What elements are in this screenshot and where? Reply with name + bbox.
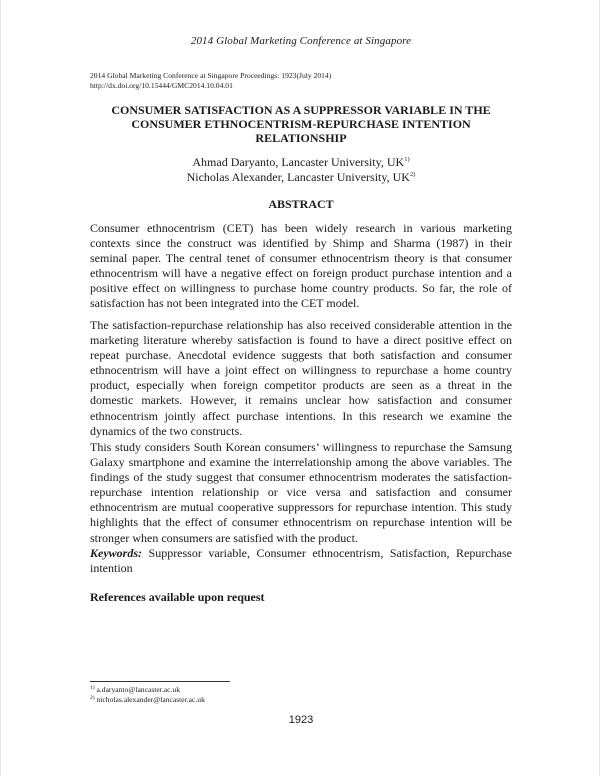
abstract-paragraph: This study considers South Korean consumers’ willingness to repurchase the Samsung Galaxy smartphone and examine the interrelationship among the above variables. The findings of the study suggest that consumer ethnocentrism moderates the satisfaction-repurchase intention relationship or vice versa and satisfaction and consumer ethnocentrism are mutual cooperative suppressors for repurchase intention. This study highlights that the effect of consumer ethnocentrism on repurchase intention will be stronger when consumers are satisfied with the product. [90, 440, 512, 545]
proceedings-citation: 2014 Global Marketing Conference at Singapore Proceedings: 1923(July 2014) [90, 71, 332, 80]
page-number: 1923 [288, 714, 314, 726]
doi-link[interactable]: http://dx.doi.org/10.15444/GMC2014.10.04.01 [90, 81, 233, 90]
title-line: CONSUMER ETHNOCENTRISM-REPURCHASE INTENTION [131, 117, 471, 131]
footnote-email[interactable]: nicholas.alexander@lancaster.ac.uk [96, 695, 205, 704]
keywords [90, 546, 512, 576]
author-2 [1, 170, 600, 184]
footnote-email[interactable]: a.daryanto@lancaster.ac.uk [96, 685, 181, 694]
keywords-label: Keywords: [90, 546, 142, 560]
footnote-mark: 1) [90, 685, 95, 691]
footnote-mark: 1) [404, 156, 410, 163]
title-line: RELATIONSHIP [255, 131, 347, 145]
author-name: Ahmad Daryanto, Lancaster University, UK [192, 155, 405, 169]
title-line: CONSUMER SATISFACTION AS A SUPPRESSOR VARIABLE IN THE [111, 103, 491, 117]
footnote-1 [90, 685, 180, 695]
author-1 [1, 155, 600, 169]
author-name: Nicholas Alexander, Lancaster University, UK [186, 170, 410, 184]
paper-title [61, 103, 541, 145]
footnote-mark: 2) [90, 695, 95, 701]
abstract-heading: ABSTRACT [268, 197, 334, 211]
abstract-paragraph: Consumer ethnocentrism (CET) has been widely research in various marketing contexts since the construct was identified by Shimp and Sharma (1987) in their seminal paper. The central tenet of consumer ethnocentrism theory is that consumer ethnocentrism will have a negative effect on foreign product purchase intention and a positive effect on willingness to purchase home country products. So far, the role of satisfaction has not been integrated into the CET model. [90, 221, 512, 311]
footnote-mark: 2) [409, 171, 416, 178]
abstract-paragraph: The satisfaction-repurchase relationship has also received considerable attention in the marketing literature whereby satisfaction is found to have a direct positive effect on repeat purchase. Anecdotal evidence suggests that both satisfaction and consumer ethnocentrism will have a joint effect on willingness to repurchase a home country product, especially when foreign competitor products are seen as a threat in the domestic markets. However, it remains unclear how satisfaction and consumer ethnocentrism jointly affect purchase intentions. In this research we examine the dynamics of the two constructs. [90, 318, 512, 438]
keywords-text: Suppressor variable, Consumer ethnocentrism, Satisfaction, Repurchase intention [90, 546, 512, 576]
references-note: References available upon request [90, 590, 265, 604]
footnote-divider [90, 681, 230, 682]
running-header: 2014 Global Marketing Conference at Singapore [190, 35, 412, 47]
footnote-2 [90, 695, 205, 705]
